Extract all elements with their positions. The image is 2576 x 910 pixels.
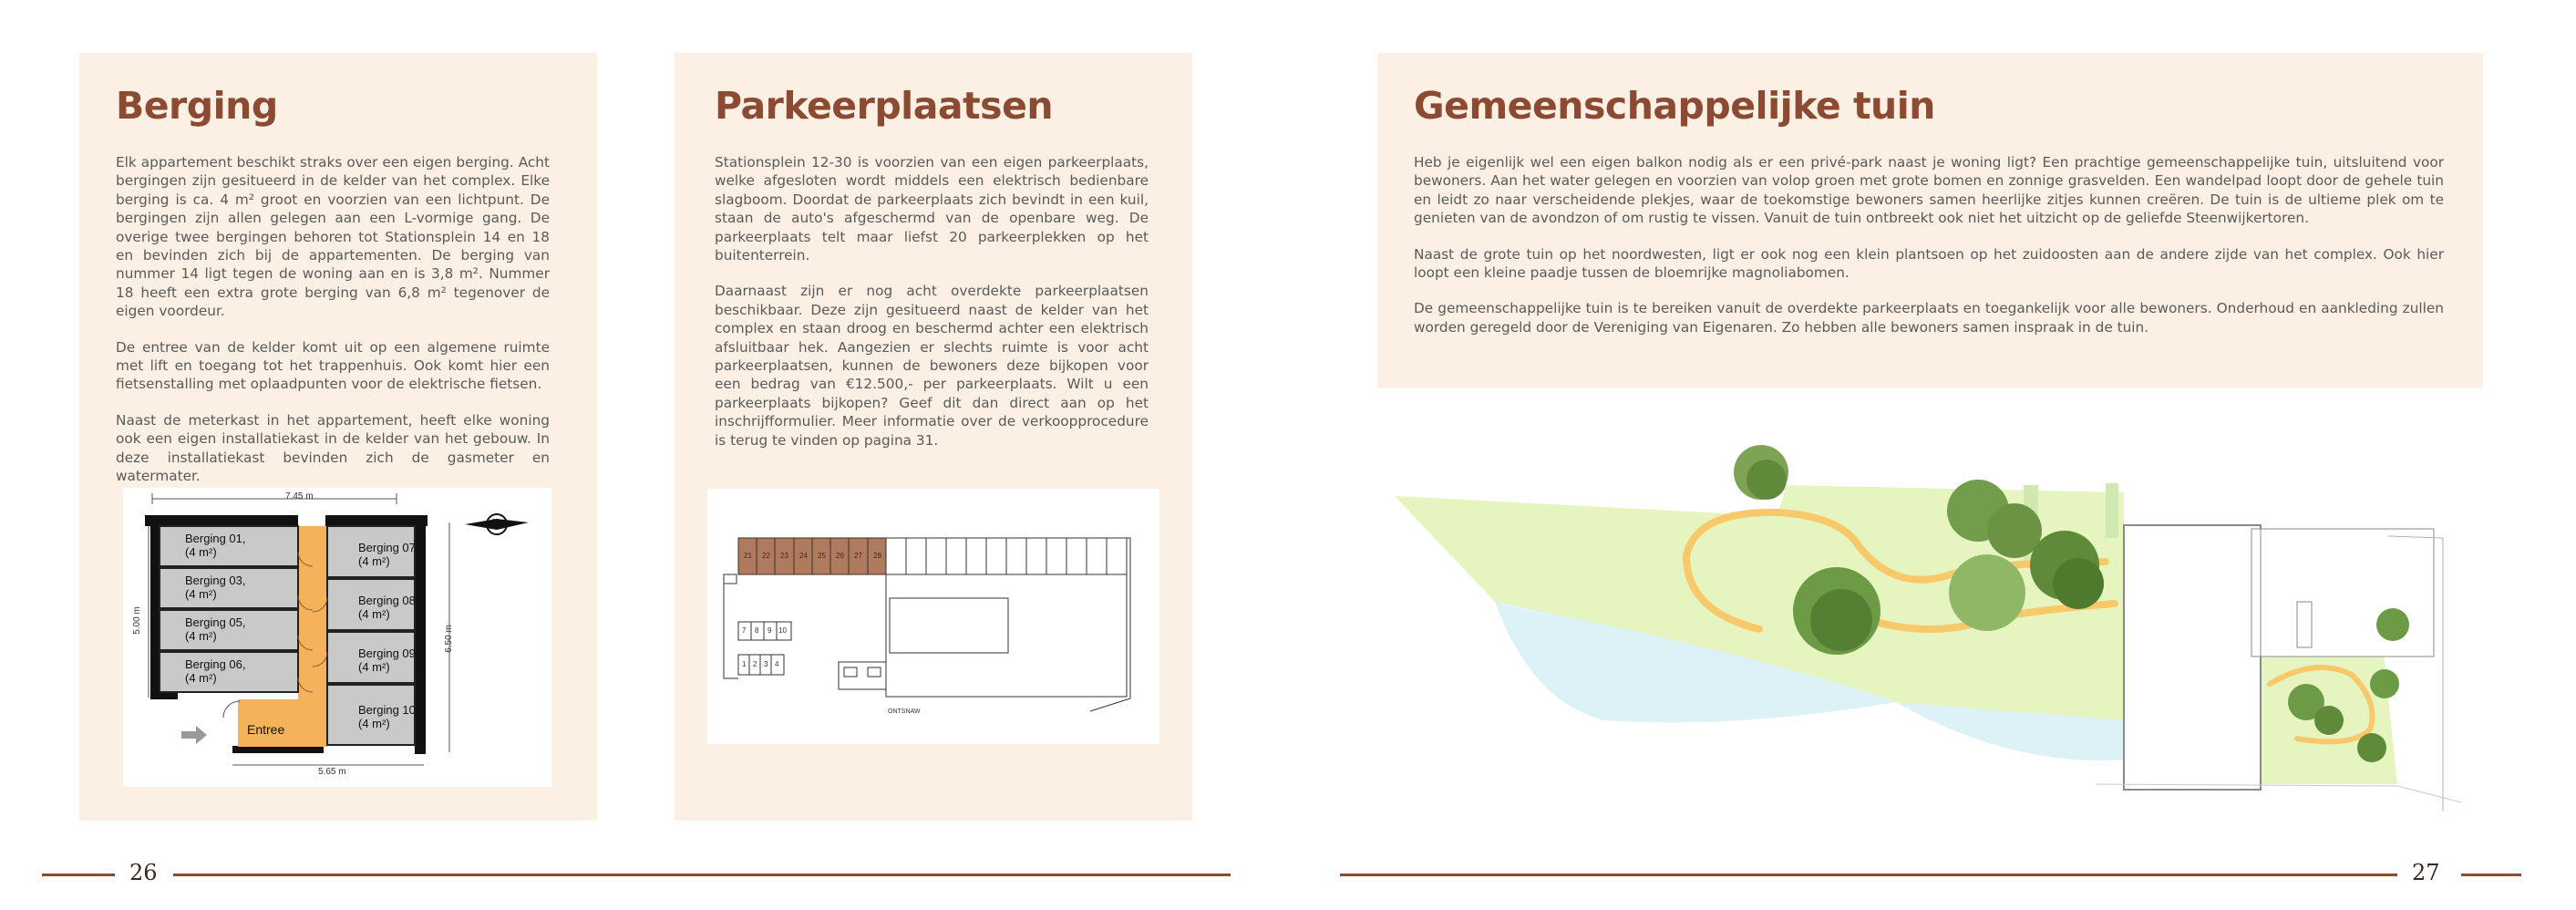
room-berging-10 [358,703,419,730]
page-number-left: 26 [129,860,158,885]
room-berging-03 [185,574,246,601]
stall-23: 23 [780,552,788,560]
stall-2: 2 [753,660,757,668]
berging-floorplan [123,488,551,787]
parking-plan [707,489,1159,744]
room-berging-06 [185,657,246,685]
footer-line-right-a [1340,874,2397,876]
stall-27: 27 [854,552,862,560]
stall-4: 4 [775,660,779,668]
room-name: Berging 09, [358,646,419,660]
stall-1: 1 [742,660,747,668]
tuin-paragraph-2: Naast de grote tuin op het noordwesten, ligt er ook nog een klein plantsoen op het zuidoosten aan de andere zijde van het complex. Ook hier loopt een kleine paadje tussen de bloemrijke magnoliabomen. [1414,245,2444,282]
room-name: Berging 05, [185,615,246,629]
dim-left-label: 5.00 m [131,606,142,635]
room-name: Berging 06, [185,657,246,671]
room-berging-09 [358,646,419,674]
room-berging-05 [185,615,246,643]
room-berging-07 [358,541,419,568]
parking-plan-label: ONTSNAW [888,708,921,715]
room-area: (4 m²) [185,629,217,643]
panel-tuin [1377,53,2483,388]
berging-paragraph-1: Elk appartement beschikt straks over een eigen berging. Acht bergingen zijn gesitueerd in de kelder van het complex. Elke berging is ca. 4 m² groot en voorzien van een lichtpunt. De bergingen zijn allen gelegen aan een L-vormige gang. De overige twee bergingen behoren tot Stationsplein 14 en 18 en bevinden zich bij de appartementen. De berging van nummer 14 ligt tegen de woning aan en is 3,8 m². Nummer 18 heeft een extra grote berging van 6,8 m² tegenover de eigen voordeur. [116,154,550,320]
stall-3: 3 [764,660,768,668]
room-berging-08 [358,594,419,621]
compass-label: N [492,518,500,528]
page-number-right: 27 [2412,860,2440,885]
room-area: (4 m²) [185,587,217,601]
footer-line-left-b [173,874,1231,876]
room-area: (4 m²) [185,671,217,685]
berging-title: Berging [116,84,278,128]
parkeer-paragraph-1: Stationsplein 12-30 is voorzien van een eigen parkeerplaats, welke afgesloten wordt middels een elektrisch bedienbare slagboom. Doordat de parkeerplaats zich bevindt in een kuil, staan de auto's afgeschermd van de openbare weg. De parkeerplaats telt maar liefst 20 parkeerplekken op het buitenterrein. [715,154,1149,264]
room-name: Berging 03, [185,574,246,587]
tuin-paragraph-1: Heb je eigenlijk wel een eigen balkon nodig als er een privé-park naast je woning ligt? Een prachtige gemeenschappelijke tuin, uitsluitend voor bewoners. Aan het water gelegen en voorzien van volop groen met grote bomen en zonnige grasvelden. Een wandelpad loopt door de gehele tuin en leidt zo naar verscheidende plekjes, waar de toekomstige bewoners samen heerlijke zitjes kunnen creëren. De tuin is de ultieme plek om te genieten van de avondzon of om rustig te vissen. Vanuit de tuin ontbreekt ook niet het uitzicht op de geliefde Steenwijkertoren. [1414,154,2444,227]
tuin-paragraph-3: De gemeenschappelijke tuin is te bereiken vanuit de overdekte parkeerplaats en toegankelijk voor alle bewoners. Onderhoud en aankleding zullen worden geregeld door de Vereniging van Eigenaren. Zo hebben alle bewoners samen inspraak in de tuin. [1414,300,2444,336]
room-area: (4 m²) [358,660,390,674]
stall-7: 7 [742,626,747,635]
stall-26: 26 [836,552,844,560]
room-name: Berging 07, [358,541,419,554]
stall-10: 10 [778,626,787,635]
berging-paragraph-2: De entree van de kelder komt uit op een algemene ruimte met lift en toegang tot het trappenhuis. Ook komt hier een fietsenstalling met oplaadpunten voor de elektrische fietsen. [116,338,550,393]
stall-8: 8 [755,626,759,635]
garden-site-plan [1386,429,2479,812]
room-name: Berging 08, [358,594,419,607]
entree-label: Entree [247,722,285,737]
stall-21: 21 [744,552,752,560]
stall-24: 24 [799,552,808,560]
footer-line-left-a [42,874,115,876]
room-name: Berging 01, [185,532,246,545]
dim-top-label: 7.45 m [285,491,314,502]
garden-site-plan-drawing [1386,429,2479,812]
dim-right-label: 6.50 m [443,625,454,653]
parking-plan-drawing [707,489,1159,744]
footer-line-right-b [2461,874,2521,876]
room-area: (4 m²) [185,545,217,559]
berging-text [116,153,550,503]
room-berging-01 [185,532,246,559]
tuin-text [1414,153,2444,354]
stall-28: 28 [873,552,881,560]
room-name: Berging 10, [358,703,419,717]
tuin-title: Gemeenschappelijke tuin [1414,84,1935,128]
dim-bottom-label: 5.65 m [318,767,346,777]
parkeer-text [715,153,1149,467]
room-area: (4 m²) [358,554,390,568]
parkeer-paragraph-2: Daarnaast zijn er nog acht overdekte parkeerplaatsen beschikbaar. Deze zijn gesitueerd naast de kelder van het complex en staan droog en beschermd achter een elektrisch afsluitbaar hek. Aangezien er slechts ruimte is voor acht parkeerplaatsen, kunnen de bewoners deze bijkopen voor een bedrag van €12.500,- per parkeerplaats. Wilt u een parkeerplaats bijkopen? Geef dit dan direct aan op het inschrijfformulier. Meer informatie over de verkoopprocedure is terug te vinden op pagina 31. [715,283,1149,449]
room-area: (4 m²) [358,607,390,621]
berging-paragraph-3: Naast de meterkast in het appartement, heeft elke woning ook een eigen installatiekast in de kelder van het gebouw. In deze installatiekast bevinden zich de gasmeter en watermater. [116,411,550,485]
stall-25: 25 [818,552,826,560]
parkeer-title: Parkeerplaatsen [715,84,1054,128]
room-area: (4 m²) [358,717,390,730]
stall-22: 22 [762,552,770,560]
stall-9: 9 [768,626,772,635]
